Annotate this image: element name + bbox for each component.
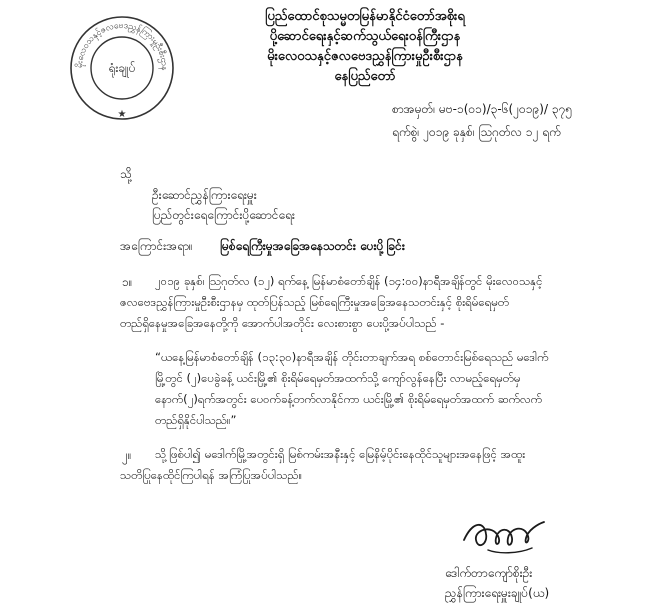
paragraph-2-line-2: သတိပြုနေထိုင်ကြပါရန် အကြံပြုအပ်ပါသည်။ (120, 468, 303, 482)
signatory-title: ညွှန်ကြားရေးမှူးချုပ်(ယ) (445, 586, 550, 600)
header-line-department: မိုးလေဝသနှင့်ဇလဗေဒညွှန်ကြားမှုဦးစီးဌာန (267, 49, 463, 64)
recipient-organization: ပြည်တွင်းရေကြောင်းပို့ဆောင်ရေး (152, 208, 295, 222)
header-line-city: နေပြည်တော် (334, 69, 396, 84)
signature-image (458, 510, 548, 558)
recipient-title: ဦးဆောင်ညွှန်ကြားရေးမှူး (152, 188, 257, 202)
department-seal (68, 14, 176, 122)
seal-center-text: ရုံးချုပ် (108, 61, 136, 75)
paragraph-1-number: ၁။ (122, 275, 133, 289)
paragraph-1-line-3: တည်ရှိနေမှုအခြေအနေတို့ကို အောက်ပါအတိုင်း လေးစားစွာ ပေးပို့အပ်ပါသည် - (120, 316, 445, 330)
paragraph-2-number: ၂။ (122, 448, 132, 462)
quote-line-4: တည်ရှိနိုင်ပါသည်။” (155, 413, 237, 427)
quote-line-1: “ယနေ့မြန်မာစံတော်ချိန် (၁၃:၃၀)နာရီအချိန် တိုင်းတာချက်အရ စစ်တောင်းမြစ်ရေသည် မဒေါက် (155, 350, 549, 364)
subject-label: အကြောင်းအရာ။ (120, 239, 193, 253)
letter-number: စာအမှတ်၊ မဗ-၁(၀၁)/၃-၆(၂၀၁၉)/ ၃၇၅ (392, 102, 573, 116)
paragraph-1-line-2: ဇလဗေဒညွှန်ကြားမှုဦးစီးဌာနမှ ထုတ်ပြန်သည့် မြစ်ရေကြီးမှုအခြေအနေသတင်းနှင့် စိုးရိမ်ရေမှတ် (120, 295, 509, 309)
quote-line-2: မြို့တွင် (၂)ပေခွဲခန့် ယင်းမြို့၏ စိုးရိမ်ရေမှတ်အထက်သို့ ကျော်လွန်နေပြီး လာမည့်ရေမှတ်မှ (155, 371, 521, 385)
header-line-ministry: ပို့ဆောင်ရေးနှင့်ဆက်သွယ်ရေးဝန်ကြီးဌာန (269, 29, 461, 44)
header-line-government: ပြည်ထောင်စုသမ္မတမြန်မာနိုင်ငံတော်အစိုးရ (265, 9, 465, 24)
subject-text: မြစ်ရေကြီးမှုအခြေအနေသတင်း ပေးပို့ခြင်း (220, 239, 405, 253)
paragraph-1-line-1: ၂၀၁၉ ခုနှစ်၊ ဩဂုတ်လ (၁၂) ရက်နေ့ မြန်မာစံတော်ချိန် (၁၄:၀၀)နာရီအချိန်တွင် မိုးလေဝသနှင့် (155, 274, 543, 288)
letter-date: ရက်စွဲ၊ ၂၀၁၉ ခုနှစ်၊ ဩဂုတ်လ ၁၂ ရက် (392, 125, 561, 139)
seal-star-icon: ★ (117, 109, 127, 120)
seal-ring-text: မိုးလေဝသနှင့်ဇလဗေဒညွှန်ကြားမှုဦးစီးဌာန (74, 20, 170, 71)
quote-line-3: နောက်(၂)ရက်အတွင်း ပေဝက်ခန့်တက်လာနိုင်ကာ ယင်းမြို့၏ စိုးရိမ်ရေမှတ်အထက် ဆက်လက် (155, 392, 543, 406)
paragraph-2-line-1: သို့ဖြစ်ပါ၍ မဒေါက်မြို့အတွင်းရှိ မြစ်ကမ်းအနီးနှင့် မြေနိမ့်ပိုင်းနေထိုင်သူများအနေဖြင့် အထူး (155, 447, 526, 461)
to-label: သို့ (120, 167, 132, 181)
signatory-name: ဒေါက်တာကျော်စိုးဦး (445, 566, 533, 580)
